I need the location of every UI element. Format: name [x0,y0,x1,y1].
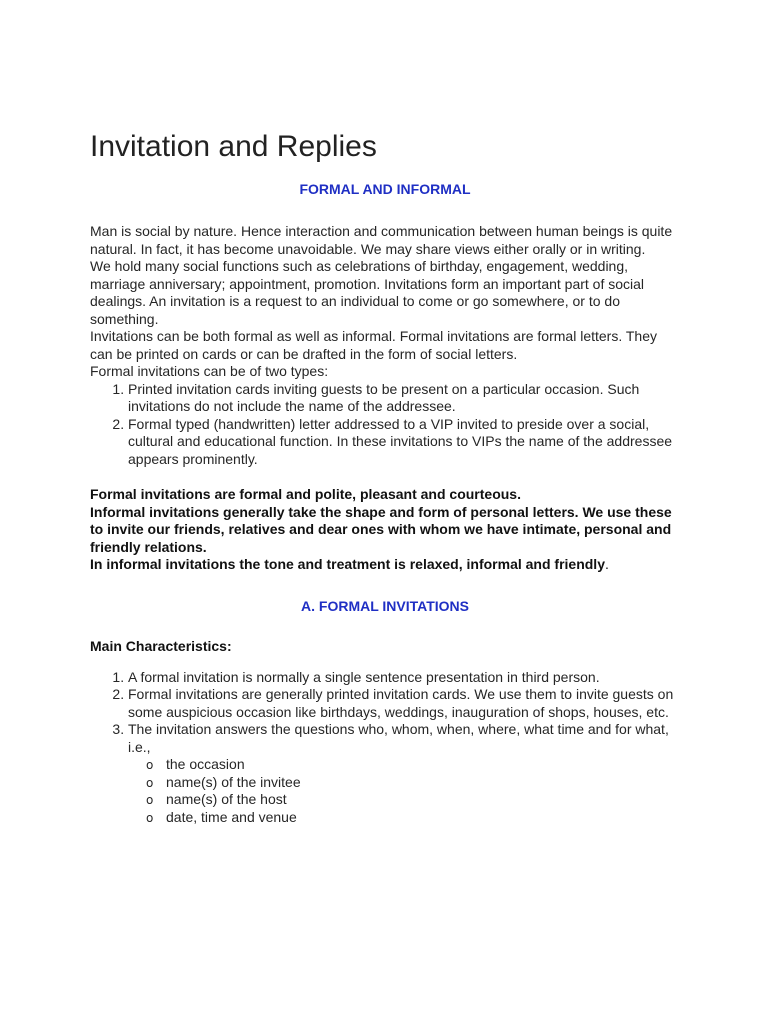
intro-paragraph: We hold many social functions such as celebrations of birthday, engagement, wedding, marriage anniversary; appointment, promotion. Invitations form an important part of social dealings. An invitation is a request to an individual to come or go somewhere, or to do something. [90,258,645,327]
list-item: 2. Formal typed (handwritten) letter addressed to a VIP invited to preside over a social, cultural and educational function. In these invitations to VIPs the name of the addressee appears prominently. [128,416,680,469]
list-item: 2. Formal invitations are generally printed invitation cards. We use them to invite guests on some auspicious occasion like birthdays, weddings, inauguration of shops, houses, etc. [128,686,680,721]
hollow-bullet-icon: o [146,793,154,807]
intro-paragraph: Invitations can be both formal as well as informal. Formal invitations are formal letters. They can be printed on cards or can be drafted in the form of social letters. [90,328,657,362]
sub-list-item [146,791,680,809]
list-item-with-sublist [128,721,680,826]
hollow-bullet-icon: o [146,775,154,790]
invitation-details-sublist [128,756,680,826]
sub-list-item-text: the occasion [166,756,245,772]
intro-paragraph: Man is social by nature. Hence interaction and communication between human beings is quite natural. In fact, it has become unavoidable. We may share views either orally or in writing. [90,223,673,257]
page-title: Invitation and Replies [90,130,377,163]
sub-list-item-text: name(s) of the invitee [166,773,301,790]
summary-line-last [90,556,680,574]
list-item: 1. Printed invitation cards inviting guests to be present on a particular occasion. Such invitations do not include the name of the addressee. [128,381,680,416]
document-page [90,128,680,826]
summary-line: Informal invitations generally take the shape and form of personal letters. We use these to invite our friends, relatives and dear ones with whom we have intimate, personal and friendly relations. [90,503,672,555]
invitation-types-list [90,381,680,469]
sub-list-item [146,756,680,774]
sub-list-item-text: date, time and venue [166,808,297,825]
sub-list-item [146,774,680,792]
hollow-bullet-icon: o [146,810,154,825]
section-heading-formal-invitations: A. FORMAL INVITATIONS [301,597,469,614]
sub-list-item-text: name(s) of the host [166,791,287,807]
sub-list-item [146,809,680,827]
intro-text [90,223,680,381]
list-item: 1. A formal invitation is normally a single sentence presentation in third person. [128,669,680,687]
characteristics-list [90,669,680,827]
summary-line: Formal invitations are formal and polite, pleasant and courteous. [90,486,521,502]
intro-paragraph: Formal invitations can be of two types: [90,363,329,379]
list-item-text: The invitation answers the questions who, whom, when, where, what time and for what, i.e., [128,721,669,755]
summary-period: . [604,556,609,572]
hollow-bullet-icon: o [146,758,154,772]
summary-line-text: In informal invitations the tone and treatment is relaxed, informal and friendly [90,556,605,572]
main-characteristics-heading: Main Characteristics: [90,637,232,654]
section-heading-formal-informal: FORMAL AND INFORMAL [299,181,471,197]
formal-informal-summary [90,486,680,574]
